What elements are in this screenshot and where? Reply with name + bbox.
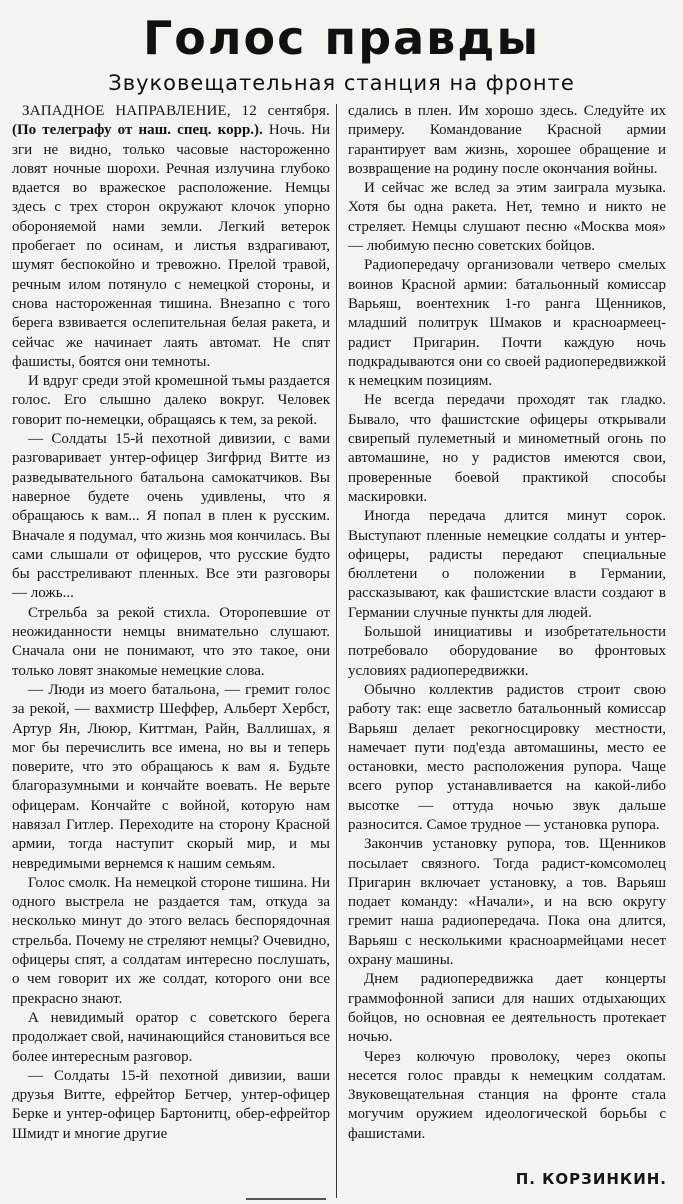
headline: Голос правды: [142, 11, 541, 65]
wire-note: (По телеграфу от наш. спец. корр.).: [12, 122, 263, 139]
article-lead-paragraph: [12, 102, 330, 372]
article-column-left: [12, 102, 330, 1198]
article-paragraph: И сейчас же вслед за этим заиграла музыка. Хотя бы одна ракета. Нет, темно и никто не стреляет. Немцы слушают песню «Москва моя» — любимую песню советских бойцов.: [348, 180, 666, 255]
article-paragraph: — Солдаты 15-й пехотной дивизии, ваши друзья Витте, ефрейтор Бетчер, унтер-офицер Берке и унтер-офицер Бартонитц, обер-ефрейтор Шмидт и многие другие: [12, 1067, 330, 1142]
article-paragraph: Обычно коллектив радистов строит свою работу так: еще засветло батальонный комиссар Варьяш делает рекогносцировку местности, намечает пути под'езда автомашины, место ее остановки, место расположения рупора. Чаще всего рупор устанавливается на какой-либо высотке — оттуда ночью звук дальше разносится. Самое трудное — установка рупора.: [348, 681, 666, 833]
article-paragraph: Не всегда передачи проходят так гладко. Бывало, что фашистские офицеры открывали свирепый пулеметный и минометный огонь по автомашине, но у радистов имеются свои, проверенные боевой практикой способы маскировки.: [348, 392, 666, 505]
subheadline: Звуковещательная станция на фронте: [108, 71, 575, 95]
article-paragraph: Голос смолк. На немецкой стороне тишина. Ни одного выстрела не раздается там, откуда за несколько минут до этого велась беспорядочная стрельба. Почему не стреляют немцы? Очевидно, офицеры спят, а солдатам интересно послушать, о чем говорит их же солдат, которого они все прекрасно знают.: [12, 874, 330, 1007]
article-paragraph: Стрельба за рекой стихла. Оторопевшие от неожиданности немцы внимательно слушают. Сначала они не понимают, что это такое, они только ловят знакомые немецкие слова.: [12, 604, 330, 679]
article-paragraph: И вдруг среди этой кромешной тьмы раздается голос. Его слышно далеко вокруг. Человек говорит по-немецки, обращаясь к тем, за рекой.: [12, 373, 330, 428]
dateline: ЗАПАДНОЕ НАПРАВЛЕНИЕ, 12 сентября.: [22, 103, 330, 119]
paragraph-text: Ночь. Ни зги не видно, только часовые настороженно ловят ночные шорохи. Речная излучина глубоко вдается во вражеское расположение. Немцы здесь с трех сторон окружают клочок упорно обороняемой нами земли. Легкий ветерок пробегает по осинам, и листья вздрагивают, шумят беспокойно и тревожно. Прелой травой, речным илом потянуло с немецкой стороны, и снова настороженная тишина. Внезапно с того берега взвивается ослепительная белая ракета, и сейчас же начинает лаять автомат. Не спят фашисты, боятся они темноты.: [12, 122, 330, 370]
author-byline: П. КОРЗИНКИН.: [515, 1170, 667, 1188]
article-paragraph: Закончив установку рупора, тов. Щенников посылает связного. Тогда радист-комсомолец Пригарин включает установку, а тов. Варьяш подает команду: «Начали», и на всю округу гремит наша радиопередача. Пока она длится, Варьяш с несколькими красноармейцами несет охрану машины.: [348, 836, 666, 969]
bottom-rule: [246, 1198, 326, 1200]
article-paragraph: Радиопередачу организовали четверо смелых воинов Красной армии: батальонный комиссар Варьяш, воентехник 1-го ранга Щенников, младший политрук Шмаков и красноармеец-радист Пригарин. Почти каждую ночь подкрадываются они со своей радиопередвижкой к немецким позициям.: [348, 257, 666, 390]
article-paragraph: Через колючую проволоку, через окопы несется голос правды к немецким солдатам. Звуковещательная станция на фронте стала могучим оружием идеологической борьбы с фашистами.: [348, 1048, 666, 1142]
article-paragraph: — Люди из моего батальона, — гремит голос за рекой, — вахмистр Шеффер, Альберт Хербст, Артур Ян, Лююр, Киттман, Райн, Валлишах, я мог бы перечислить все имена, но вы и теперь поверите, что это обращаюсь к вам я. Будьте благоразумными и кончайте воевать. Не верьте офицерам. Кончайте с войной, которую нам навязал Гитлер. Переходите на сторону Красной армии, тогда наступит скорый мир, и мы невредимыми вернемся к нашим семьям.: [12, 681, 330, 872]
column-divider: [336, 104, 337, 1198]
article-paragraph: Большой инициативы и изобретательности потребовало оборудование во фронтовых условиях радиопередвижки.: [348, 624, 666, 679]
article-column-right: [348, 102, 666, 1162]
article-paragraph: — Солдаты 15-й пехотной дивизии, с вами разговаривает унтер-офицер Зигфрид Витте из разведывательного батальона самокатчиков. Вы наверное будете очень удивлены, что я обращаюсь к вам... Я попал в плен к русским. Вначале я подумал, что жизнь моя кончилась. Вы сами слышали от офицеров, что русские будто бы расстреливают пленных. Все эти разговоры — ложь...: [12, 431, 330, 602]
article-paragraph: сдались в плен. Им хорошо здесь. Следуйте их примеру. Командование Красной армии гарантирует вам жизнь, хорошее обращение и возвращение на родину после окончания войны.: [348, 103, 666, 177]
article-paragraph: Иногда передача длится минут сорок. Выступают пленные немецкие солдаты и унтер-офицеры, радисты передают специальные бюллетени о положении в Германии, рассказывают, как фашистские власти создают в Германии случные пункты для людей.: [348, 508, 666, 621]
article-paragraph: Днем радиопередвижка дает концерты граммофонной записи для наших отдыхающих бойцов, но основная ее деятельность протекает ночью.: [348, 971, 666, 1046]
article-paragraph: А невидимый оратор с советского берега продолжает свой, начинающийся становиться все более интересным разговор.: [12, 1009, 331, 1065]
